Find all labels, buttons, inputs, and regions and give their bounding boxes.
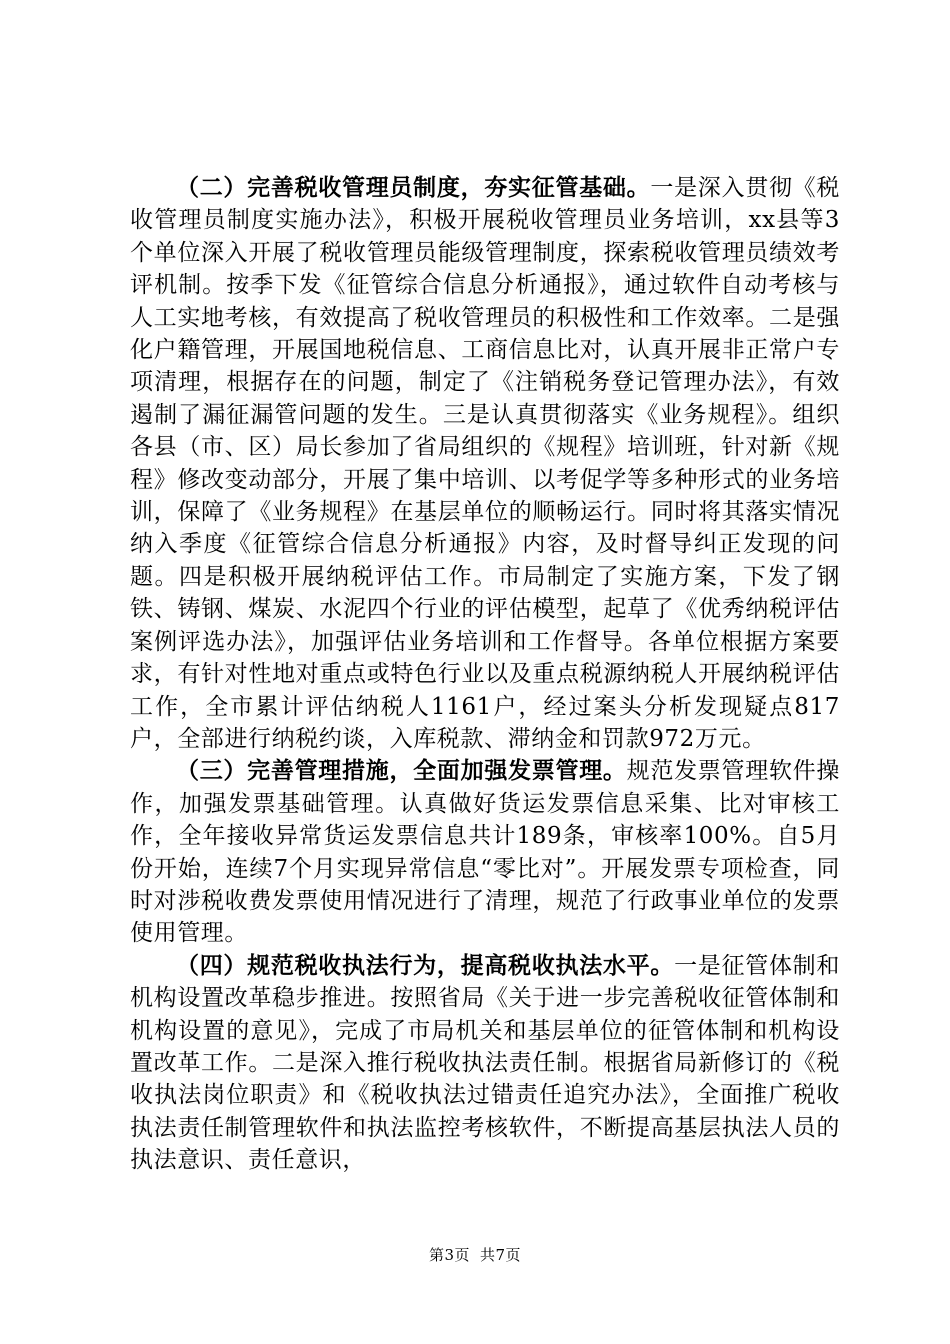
document-body	[130, 172, 840, 1177]
paragraph-text: 规范发票管理软件操作，加强发票基础管理。认真做好货运发票信息采集、比对审核工作，全年接收异常货运发票信息共计189条，审核率100%。自5月份开始，连续7个月实现异常信息“零比对”。开展发票专项检查，同时对涉税收费发票使用情况进行了清理，规范了行政事业单位的发票使用管理。	[130, 758, 841, 947]
paragraph-3	[130, 755, 840, 949]
paragraph-heading: （三）完善管理措施，全面加强发票管理。	[176, 758, 627, 785]
paragraph-text: 一是征管体制和机构设置改革稳步推进。按照省局《关于进一步完善税收征管体制和机构设置的意见》，完成了市局机关和基层单位的征管体制和机构设置改革工作。二是深入推行税收执法责任制。根据省局新修订的《税收执法岗位职责》和《税收执法过错责任追究办法》，全面推广税收执法责任制管理软件和执法监控考核软件，不断提高基层执法人员的执法意识、责任意识，	[130, 952, 841, 1174]
paragraph-heading: （二）完善税收管理员制度，夯实征管基础。	[176, 175, 651, 201]
paragraph-2	[130, 172, 840, 755]
paragraph-heading: （四）规范税收执法行为，提高税收执法水平。	[176, 952, 675, 979]
page-number: 第3页	[428, 1246, 470, 1264]
paragraph-text: 一是深入贯彻《税收管理员制度实施办法》，积极开展税收管理员业务培训，xx县等3个单位深入开展了税收管理员能级管理制度，探索税收管理员绩效考评机制。按季下发《征管综合信息分析通报》，通过软件自动考核与人工实地考核，有效提高了税收管理员的积极性和工作效率。二是强化户籍管理，开展国地税信息、工商信息比对，认真开展非正常户专项清理，根据存在的问题，制定了《注销税务登记管理办法》，有效遏制了漏征漏管问题的发生。三是认真贯彻落实《业务规程》。组织各县（市、区）局长参加了省局组织的《规程》培训班，针对新《规程》修改变动部分，开展了集中培训、以考促学等多种形式的业务培训，保障了《业务规程》在基层单位的顺畅运行。同时将其落实情况纳入季度《征管综合信息分析通报》内容，及时督导纠正发现的问题。四是积极开展纳税评估工作。市局制定了实施方案，下发了钢铁、铸钢、煤炭、水泥四个行业的评估模型，起草了《优秀纳税评估案例评选办法》，加强评估业务培训和工作督导。各单位根据方案要求，有针对性地对重点或特色行业以及重点税源纳税人开展纳税评估工作，全市累计评估纳税人1161户，经过案头分析发现疑点817户，全部进行纳税约谈，入库税款、滞纳金和罚款972万元。	[130, 175, 841, 752]
page-footer	[0, 1244, 950, 1265]
page-total: 共7页	[480, 1246, 522, 1264]
paragraph-4	[130, 950, 840, 1177]
